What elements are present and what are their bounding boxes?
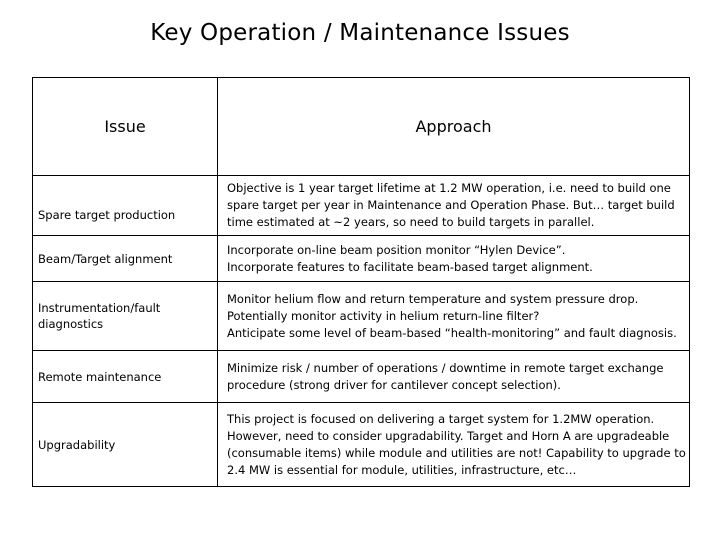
approach-cell [218, 282, 690, 351]
approach-column-header: Approach [218, 78, 690, 176]
approach-line: However, need to consider upgradability. Target and Horn A are upgradeable [227, 428, 670, 443]
approach-line: Monitor helium flow and return temperature and system pressure drop. [227, 291, 639, 306]
approach-line: Minimize risk / number of operations / downtime in remote target exchange [227, 360, 664, 375]
approach-line: Potentially monitor activity in helium return-line filter? [227, 308, 540, 323]
approach-cell [218, 403, 690, 487]
issue-text: Beam/Target alignment [38, 251, 173, 266]
issue-text: Upgradability [38, 437, 116, 452]
issue-cell [33, 282, 218, 351]
approach-line: 2.4 MW is essential for module, utilities, infrastructure, etc… [227, 462, 577, 477]
slide-title: Key Operation / Maintenance Issues [150, 20, 570, 46]
approach-line: Objective is 1 year target lifetime at 1.2 MW operation, i.e. need to build one [227, 181, 671, 195]
approach-cell [218, 351, 690, 403]
issue-text: Instrumentation/fault diagnostics [38, 301, 161, 331]
approach-cell [218, 176, 690, 236]
issue-column-header: Issue [33, 78, 218, 176]
approach-line: Anticipate some level of beam-based “health-monitoring” and fault diagnosis. [227, 325, 677, 340]
issue-text: Spare target production [38, 207, 176, 222]
table-row [33, 176, 690, 236]
table-row [33, 236, 690, 282]
approach-line: Incorporate on-line beam position monitor “Hylen Device”. [227, 242, 566, 257]
issue-cell [33, 351, 218, 403]
issue-text: Remote maintenance [38, 369, 162, 384]
approach-cell [218, 236, 690, 282]
table-row [33, 403, 690, 487]
table-row [33, 351, 690, 403]
approach-line: procedure (strong driver for cantilever concept selection). [227, 377, 561, 392]
table-row [33, 282, 690, 351]
approach-line: time estimated at ~2 years, so need to build targets in parallel. [227, 215, 595, 229]
issue-cell [33, 176, 218, 236]
approach-line: Incorporate features to facilitate beam-based target alignment. [227, 259, 593, 274]
issue-cell [33, 236, 218, 282]
approach-line: spare target per year in Maintenance and Operation Phase. But… target build [227, 198, 675, 212]
issue-cell [33, 403, 218, 487]
approach-line: This project is focused on delivering a target system for 1.2MW operation. [227, 411, 655, 426]
table-header-row [33, 78, 690, 176]
approach-line: (consumable items) while module and utilities are not! Capability to upgrade to [227, 445, 686, 460]
issues-table [32, 77, 690, 487]
